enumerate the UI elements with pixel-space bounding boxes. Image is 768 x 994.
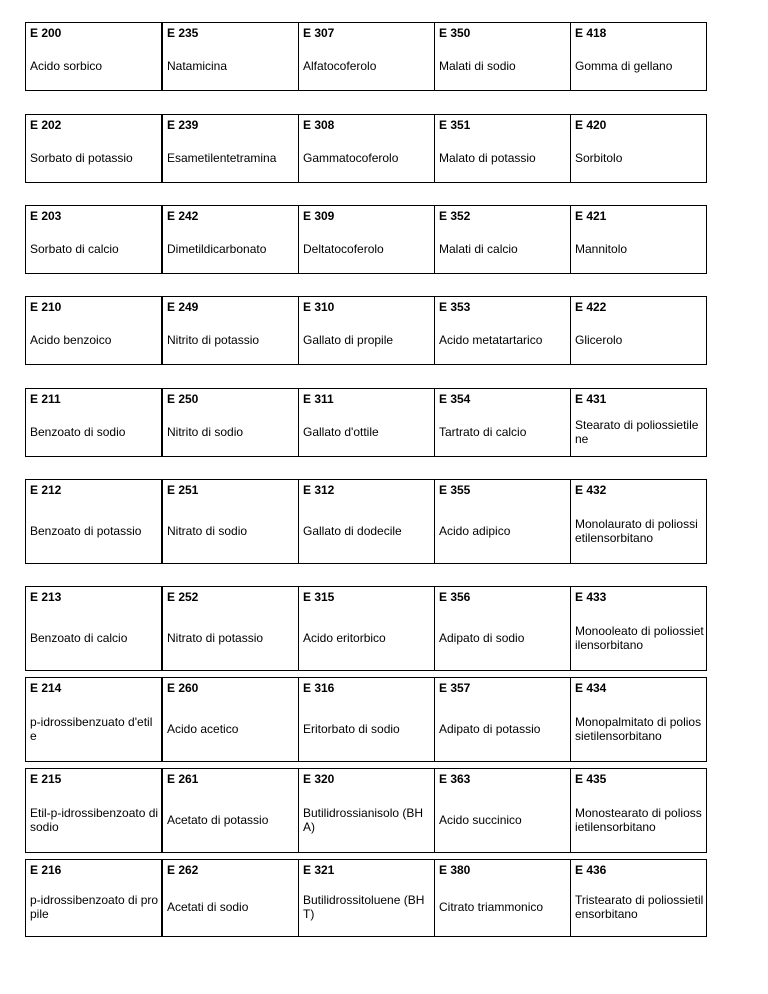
additive-card xyxy=(162,114,299,183)
additive-code: E 262 xyxy=(167,863,199,877)
additive-code: E 307 xyxy=(303,26,335,40)
additive-code: E 433 xyxy=(575,590,607,604)
additive-name: Acido metatartarico xyxy=(439,332,543,347)
additive-card xyxy=(298,768,435,853)
additive-name: Glicerolo xyxy=(575,332,623,347)
additive-code: E 354 xyxy=(439,392,471,406)
additive-name: Mannitolo xyxy=(575,241,628,256)
additive-card xyxy=(298,479,435,564)
additive-name: Gallato d'ottile xyxy=(303,424,379,439)
additive-name: p-idrossibenzuato d'etile xyxy=(30,714,153,743)
additive-code: E 310 xyxy=(303,300,335,314)
additive-code: E 215 xyxy=(30,772,62,786)
additive-code: E 261 xyxy=(167,772,199,786)
additive-card xyxy=(570,677,707,762)
additive-card xyxy=(434,114,571,183)
additive-code: E 249 xyxy=(167,300,199,314)
additive-card xyxy=(298,859,435,937)
additive-card xyxy=(162,677,299,762)
additive-card xyxy=(25,677,162,762)
additive-name: Nitrito di potassio xyxy=(167,332,260,347)
additive-card xyxy=(298,677,435,762)
additive-code: E 355 xyxy=(439,483,471,497)
additive-name: p-idrossibenzoato di propile xyxy=(30,893,159,921)
additive-name: Sorbitolo xyxy=(575,150,623,165)
additive-card xyxy=(434,22,571,91)
additive-card xyxy=(434,586,571,671)
additive-name: Acido acetico xyxy=(167,721,239,736)
additive-name: Eritorbato di sodio xyxy=(303,721,400,736)
additive-card xyxy=(25,388,162,457)
additive-code: E 422 xyxy=(575,300,607,314)
additive-name: Natamicina xyxy=(167,58,228,73)
additive-code: E 214 xyxy=(30,681,62,695)
additive-name: Sorbato di potassio xyxy=(30,150,133,165)
additive-card xyxy=(434,677,571,762)
additive-code: E 216 xyxy=(30,863,62,877)
additive-name: Acido benzoico xyxy=(30,332,112,347)
additive-name: Monopalmitato di poliossietilensorbitano xyxy=(575,714,702,743)
additive-card xyxy=(25,768,162,853)
additive-name: Tristearato di poliossietilensorbitano xyxy=(575,893,704,921)
additive-name: Monooleato di poliossietilensorbitano xyxy=(575,623,704,652)
additive-card xyxy=(298,388,435,457)
additive-card xyxy=(298,586,435,671)
additive-card xyxy=(570,586,707,671)
additive-name: Benzoato di potassio xyxy=(30,523,142,538)
additive-code: E 431 xyxy=(575,392,607,406)
additive-code: E 432 xyxy=(575,483,607,497)
additive-code: E 200 xyxy=(30,26,62,40)
additive-code: E 251 xyxy=(167,483,199,497)
additive-card xyxy=(570,388,707,457)
additive-code: E 418 xyxy=(575,26,607,40)
additive-name: Butilidrossianisolo (BHA) xyxy=(303,805,424,834)
additive-code: E 260 xyxy=(167,681,199,695)
additive-card xyxy=(570,22,707,91)
additive-code: E 352 xyxy=(439,209,471,223)
additive-code: E 212 xyxy=(30,483,62,497)
additive-code: E 436 xyxy=(575,863,607,877)
additive-name: Etil-p-idrossibenzoato di sodio xyxy=(30,805,159,834)
additive-card xyxy=(570,205,707,274)
additive-name: Adipato di sodio xyxy=(439,630,525,645)
additive-name: Nitrato di potassio xyxy=(167,630,264,645)
additive-card xyxy=(434,205,571,274)
additive-code: E 311 xyxy=(303,392,334,406)
additive-code: E 213 xyxy=(30,590,62,604)
additive-code: E 320 xyxy=(303,772,335,786)
additive-code: E 420 xyxy=(575,118,607,132)
additive-code: E 316 xyxy=(303,681,335,695)
additive-card xyxy=(25,586,162,671)
additive-name: Gallato di dodecile xyxy=(303,523,402,538)
additive-code: E 353 xyxy=(439,300,471,314)
additive-name: Nitrato di sodio xyxy=(167,523,248,538)
additive-code: E 312 xyxy=(303,483,335,497)
additive-card xyxy=(162,296,299,365)
additive-code: E 239 xyxy=(167,118,199,132)
additive-code: E 315 xyxy=(303,590,335,604)
additive-code: E 202 xyxy=(30,118,62,132)
additive-code: E 321 xyxy=(303,863,335,877)
additive-name: Esametilentetramina xyxy=(167,150,277,165)
additive-code: E 351 xyxy=(439,118,471,132)
additive-name: Sorbato di calcio xyxy=(30,241,119,256)
additive-card xyxy=(570,114,707,183)
additive-name: Malati di calcio xyxy=(439,241,518,256)
additive-name: Monostearato di poliossietilensorbitano xyxy=(575,805,702,834)
additive-code: E 308 xyxy=(303,118,335,132)
additive-name: Acido adipico xyxy=(439,523,511,538)
additive-name: Dimetildicarbonato xyxy=(167,241,267,256)
additive-name: Butilidrossitoluene (BHT) xyxy=(303,893,425,921)
additive-code: E 380 xyxy=(439,863,471,877)
additive-card xyxy=(25,296,162,365)
additive-card xyxy=(25,114,162,183)
additive-name: Acido eritorbico xyxy=(303,630,386,645)
additive-card xyxy=(162,859,299,937)
additive-name: Acido succinico xyxy=(439,812,522,827)
additive-card xyxy=(298,296,435,365)
additive-name: Acetati di sodio xyxy=(167,900,249,914)
additive-card xyxy=(162,768,299,853)
additive-code: E 210 xyxy=(30,300,62,314)
additive-code: E 434 xyxy=(575,681,607,695)
additive-card xyxy=(298,22,435,91)
additive-card xyxy=(434,296,571,365)
additive-code: E 363 xyxy=(439,772,471,786)
additive-card xyxy=(434,388,571,457)
additive-code: E 242 xyxy=(167,209,199,223)
additive-card xyxy=(434,768,571,853)
additive-name: Malati di sodio xyxy=(439,58,516,73)
additive-card xyxy=(298,114,435,183)
additive-code: E 421 xyxy=(575,209,607,223)
additive-code: E 250 xyxy=(167,392,199,406)
additive-code: E 235 xyxy=(167,26,199,40)
additive-card xyxy=(25,859,162,937)
additive-name: Acetato di potassio xyxy=(167,812,269,827)
additive-name: Malato di potassio xyxy=(439,150,536,165)
additive-name: Gammatocoferolo xyxy=(303,150,399,165)
additive-code: E 309 xyxy=(303,209,335,223)
additive-name: Citrato triammonico xyxy=(439,900,544,914)
additive-code: E 357 xyxy=(439,681,471,695)
additive-card xyxy=(162,388,299,457)
additive-card xyxy=(162,479,299,564)
additive-card xyxy=(25,22,162,91)
additive-name: Acido sorbico xyxy=(30,58,103,73)
additive-name: Gomma di gellano xyxy=(575,58,673,73)
additive-card xyxy=(25,205,162,274)
additive-name: Stearato di poliossietilene xyxy=(575,417,699,446)
additive-card xyxy=(570,479,707,564)
additive-card xyxy=(162,205,299,274)
additive-name: Deltatocoferolo xyxy=(303,241,384,256)
additive-card xyxy=(434,479,571,564)
additive-card xyxy=(162,586,299,671)
additive-card xyxy=(25,479,162,564)
additive-name: Nitrito di sodio xyxy=(167,424,244,439)
additive-name: Gallato di propile xyxy=(303,332,394,347)
additive-card xyxy=(570,859,707,937)
additive-code: E 203 xyxy=(30,209,62,223)
additive-code: E 252 xyxy=(167,590,199,604)
additive-card xyxy=(162,22,299,91)
additive-card xyxy=(298,205,435,274)
additive-name: Monolaurato di poliossietilensorbitano xyxy=(575,516,698,545)
additive-name: Tartrato di calcio xyxy=(439,424,527,439)
additive-name: Alfatocoferolo xyxy=(303,58,377,73)
additive-card xyxy=(570,296,707,365)
additive-code: E 435 xyxy=(575,772,607,786)
additive-code: E 356 xyxy=(439,590,471,604)
additive-card xyxy=(570,768,707,853)
additive-name: Benzoato di calcio xyxy=(30,630,128,645)
additive-name: Adipato di potassio xyxy=(439,721,541,736)
additive-code: E 350 xyxy=(439,26,471,40)
additive-code: E 211 xyxy=(30,392,61,406)
additive-name: Benzoato di sodio xyxy=(30,424,126,439)
additive-card xyxy=(434,859,571,937)
